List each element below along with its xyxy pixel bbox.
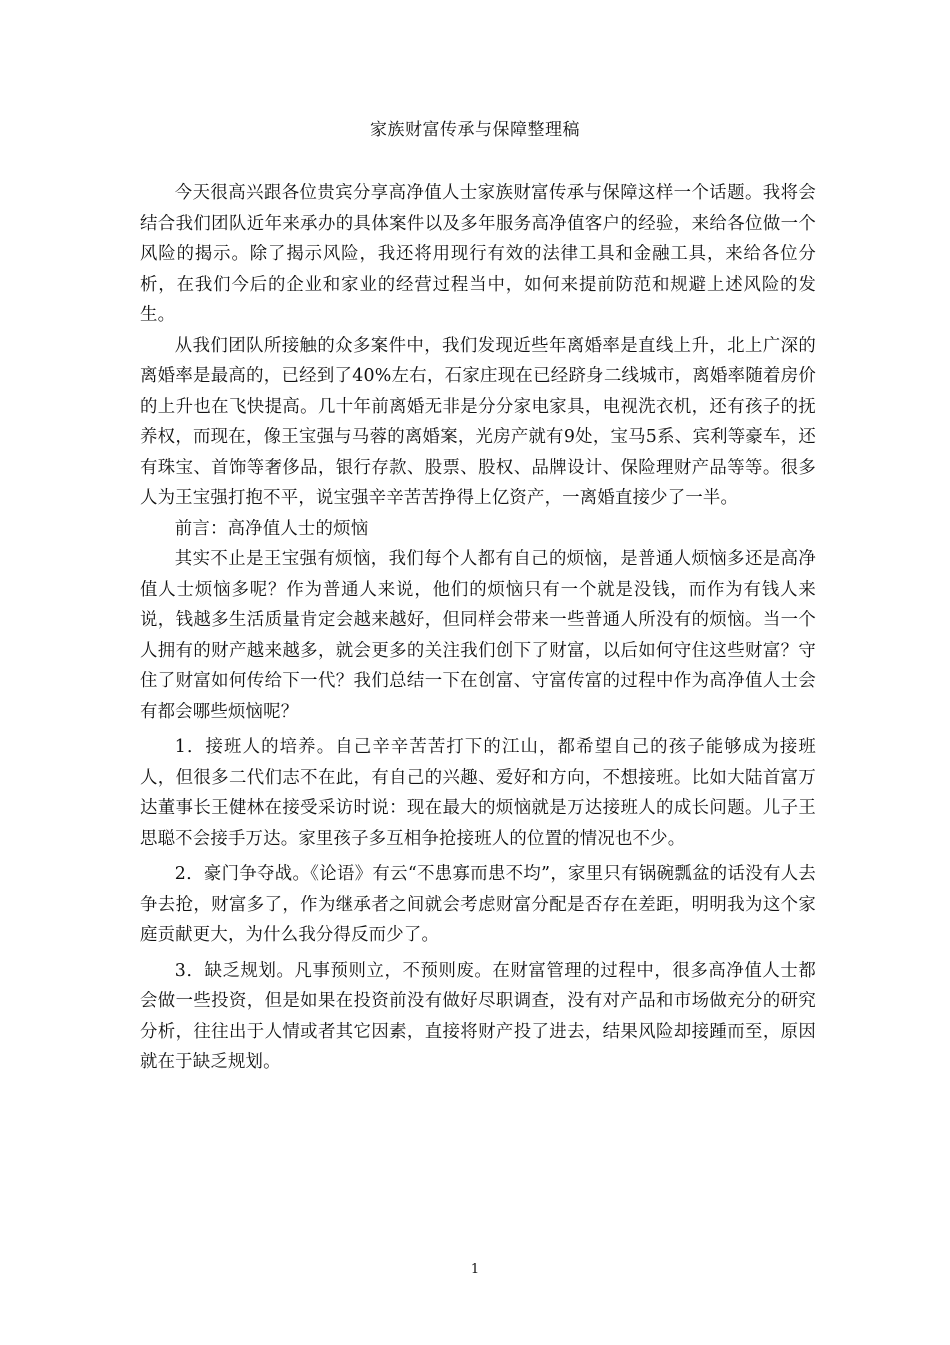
paragraph-intro: 今天很高兴跟各位贵宾分享高净值人士家族财富传承与保障这样一个话题。我将会结合我们团队近年来承办的具体案件以及多年服务高净值客户的经验，来给各位做一个风险的揭示。除了揭示风险，我还将用现行有效的法律工具和金融工具，来给各位分析，在我们今后的企业和家业的经营过程当中，如何来提前防范和规避上述风险的发生。 (140, 183, 816, 325)
list-item-inheritance-dispute: 2．豪门争夺战。《论语》有云“不患寡而患不均”，家里只有锅碗瓢盆的话没有人去争去抢，财富多了，作为继承者之间就会考虑财富分配是否存在差距，明明我为这个家庭贡献更大，为什么我分得反而少了。 (140, 864, 816, 945)
section-heading-preface: 前言：高净值人士的烦恼 (174, 518, 369, 539)
list-item-successor: 1．接班人的培养。自己辛辛苦苦打下的江山，都希望自己的孩子能够成为接班人，但很多二代们志不在此，有自己的兴趣、爱好和方向，不想接班。比如大陆首富万达董事长王健林在接受采访时说：现在最大的烦恼就是万达接班人的成长问题。儿子王思聪不会接手万达。家里孩子多互相争抢接班人的位置的情况也不少。 (140, 737, 816, 849)
document-title: 家族财富传承与保障整理稿 (370, 120, 580, 140)
paragraph-worries: 其实不止是王宝强有烦恼，我们每个人都有自己的烦恼，是普通人烦恼多还是高净值人士烦恼多呢？作为普通人来说，他们的烦恼只有一个就是没钱，而作为有钱人来说，钱越多生活质量肯定会越来越好，但同样会带来一些普通人所没有的烦恼。当一个人拥有的财产越来越多，就会更多的关注我们创下了财富，以后如何守住这些财富？守住了财富如何传给下一代？我们总结一下在创富、守富传富的过程中作为高净值人士会有都会哪些烦恼呢？ (140, 549, 816, 722)
paragraph-divorce-cases: 从我们团队所接触的众多案件中，我们发现近些年离婚率是直线上升，北上广深的离婚率是最高的，已经到了40%左右，石家庄现在已经跻身二线城市，离婚率随着房价的上升也在飞快提高。几十年前离婚无非是分分家电家具，电视洗衣机，还有孩子的抚养权，而现在，像王宝强与马蓉的离婚案，光房产就有9处，宝马5系、宾利等豪车，还有珠宝、首饰等奢侈品，银行存款、股票、股权、品牌设计、保险理财产品等等。很多人为王宝强打抱不平，说宝强辛辛苦苦挣得上亿资产，一离婚直接少了一半。 (140, 335, 816, 508)
list-item-lack-of-planning: 3．缺乏规划。凡事预则立，不预则废。在财富管理的过程中，很多高净值人士都会做一些投资，但是如果在投资前没有做好尽职调查，没有对产品和市场做充分的研究分析，往往出于人情或者其它因素，直接将财产投了进去，结果风险却接踵而至，原因就在于缺乏规划。 (140, 960, 816, 1072)
document-body (140, 178, 816, 1078)
page-number: 1 (470, 1262, 480, 1277)
